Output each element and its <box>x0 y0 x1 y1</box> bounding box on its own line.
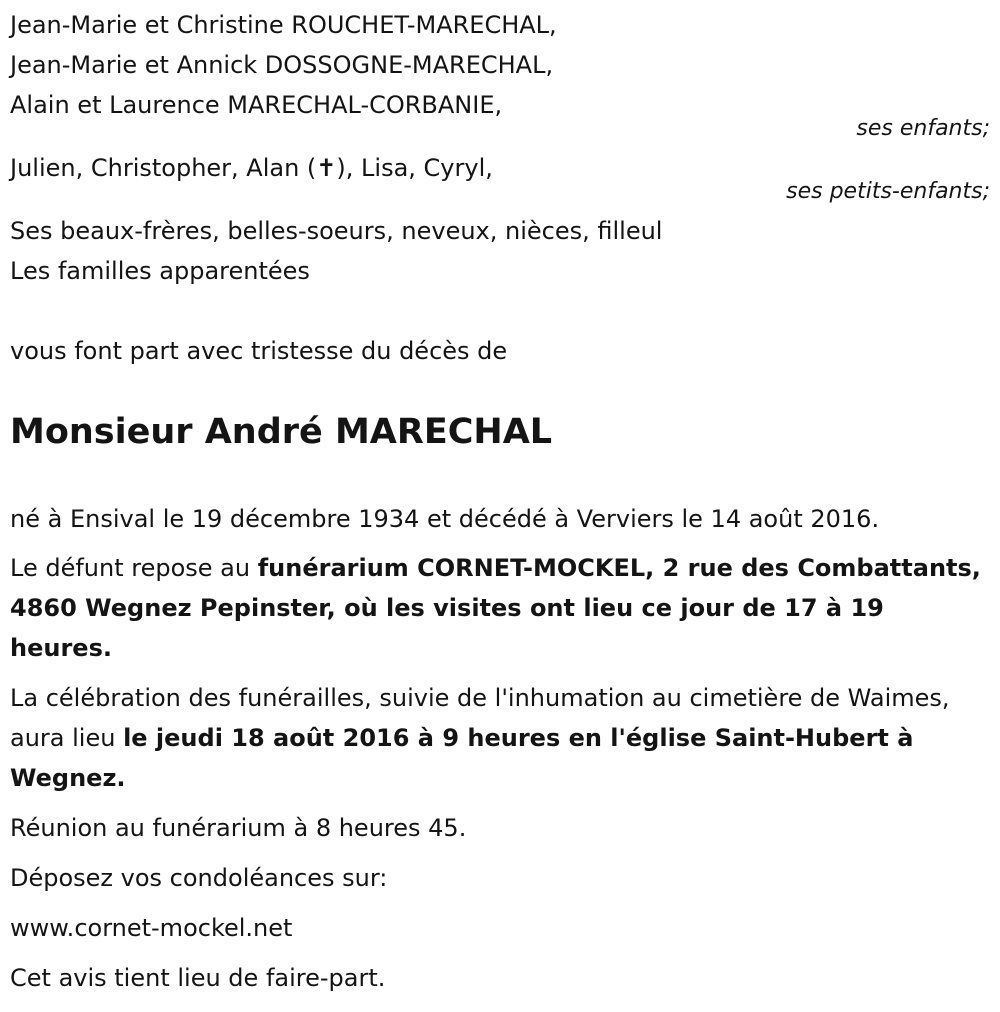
children-label: ses enfants; <box>856 116 990 141</box>
family-child-line-2: Jean-Marie et Annick DOSSOGNE-MARECHAL, <box>10 51 554 79</box>
notice-text: Cet avis tient lieu de faire-part. <box>10 964 386 992</box>
ceremony-intro: La célébration des funérailles, suivie de l'inhumation au cimetière de Waimes, aura lieu <box>10 684 950 752</box>
repose-intro: Le défunt repose au <box>10 554 258 582</box>
obituary-notice <box>10 0 990 1012</box>
ceremony-details: le jeudi 18 août 2016 à 9 heures en l'église Saint-Hubert à Wegnez. <box>10 724 914 792</box>
repose-paragraph <box>10 548 990 668</box>
relatives-line-2: Les familles apparentées <box>10 257 310 285</box>
meeting-text: Réunion au funérarium à 8 heures 45. <box>10 814 467 842</box>
relatives-line-1: Ses beaux-frères, belles-soeurs, neveux, nièces, filleul <box>10 217 663 245</box>
grandchildren-line: Julien, Christopher, Alan (✝), Lisa, Cyryl, <box>10 154 493 182</box>
family-child-line-1: Jean-Marie et Christine ROUCHET-MARECHAL, <box>10 11 557 39</box>
repose-details: funérarium CORNET-MOCKEL, 2 rue des Combattants, 4860 Wegnez Pepinster, où les visites ont lieu ce jour de 17 à 19 heures. <box>10 554 981 662</box>
birth-death-text: né à Ensival le 19 décembre 1934 et décédé à Verviers le 14 août 2016. <box>10 505 880 533</box>
ceremony-paragraph <box>10 678 990 798</box>
condolences-label: Déposez vos condoléances sur: <box>10 864 388 892</box>
condolences-website-link[interactable]: www.cornet-mockel.net <box>10 914 293 942</box>
deceased-name: Monsieur André MARECHAL <box>10 412 553 452</box>
grandchildren-label: ses petits-enfants; <box>786 179 990 204</box>
family-child-line-3: Alain et Laurence MARECHAL-CORBANIE, <box>10 91 503 119</box>
announcement-text: vous font part avec tristesse du décès de <box>10 337 508 365</box>
